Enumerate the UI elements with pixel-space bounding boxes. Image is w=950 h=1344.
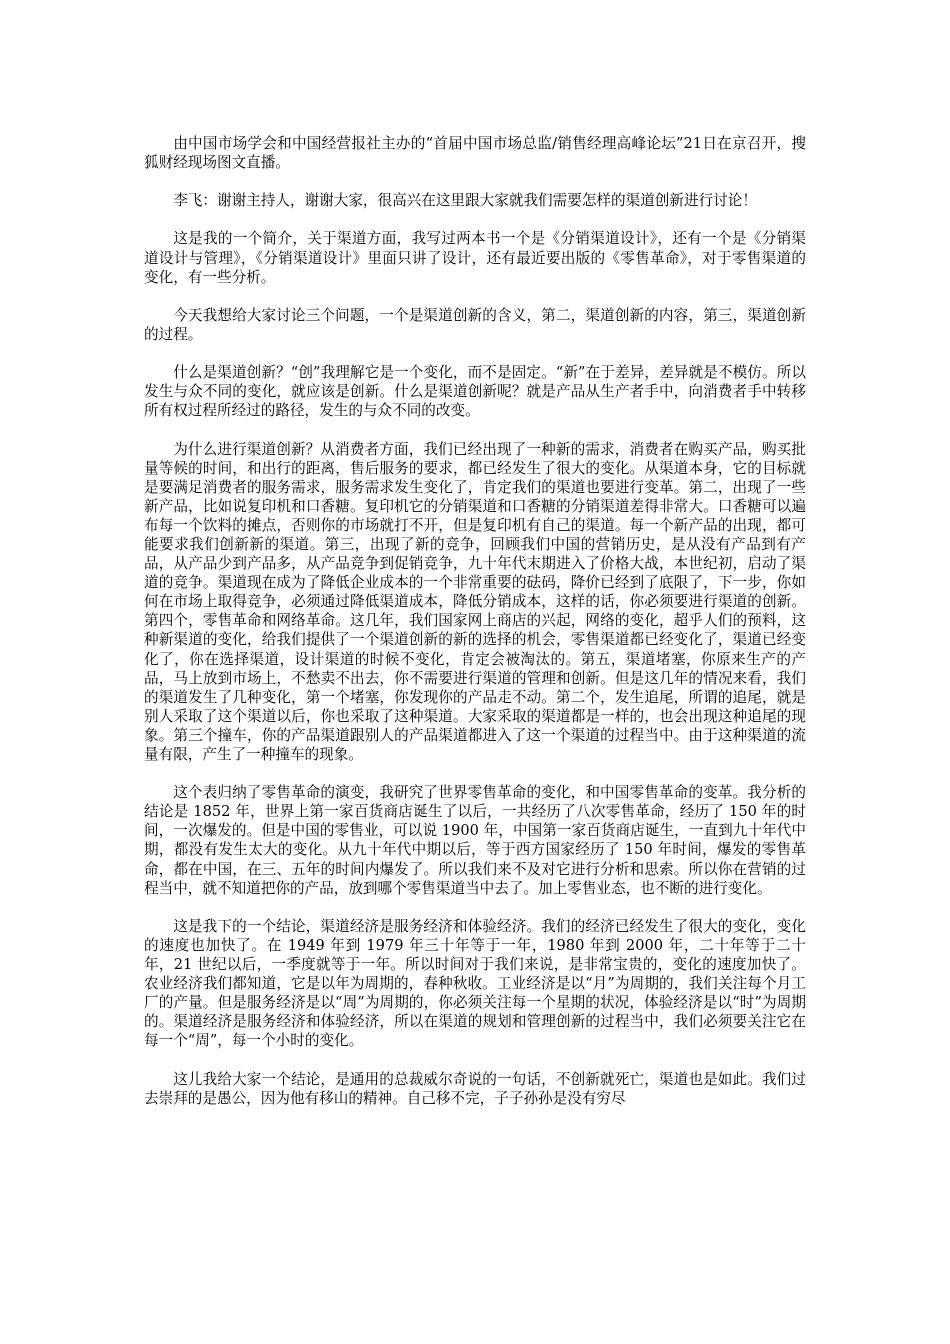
paragraph-conclusion-economy: 这是我下的一个结论，渠道经济是服务经济和体验经济。我们的经济已经发生了很大的变化，变化的速度也加快了。在 1949 年到 1979 年三十年等于一年，1980 年到 2000 年，二十年等于二十年，21 世纪以后，一季度就等于一年。所以时间对于我们来说，是非常宝贵的，变化的速度加快了。农业经济我们都知道，它是以年为周期的，春种秋收。工业经济是以“月”为周期的，我们关注每个月工厂的产量。但是服务经济是以“周”为周期的，你必须关注每一个星期的状况，体验经济是以“时”为周期的。渠道经济是服务经济和体验经济，所以在渠道的规划和管理创新的过程当中，我们必须要关注它在每一个“周”，每一个小时的变化。 xyxy=(144,917,806,1050)
paragraph-retail-revolution: 这个表归纳了零售革命的演变，我研究了世界零售革命的变化，和中国零售革命的变革。我分析的结论是 1852 年，世界上第一家百货商店诞生了以后，一共经历了八次零售革命，经历了 150 年的时间，一次爆发的。但是中国的零售业，可以说 1900 年，中国第一家百货商店诞生，一直到九十年代中期，都没有发生太大的变化。从九十年代中期以后，等于西方国家经历了 150 年时间，爆发的零售革命，都在中国，在三、五年的时间内爆发了。所以我们来不及对它进行分析和思索。所以你在营销的过程当中，就不知道把你的产品，放到哪个零售渠道当中去了。加上零售业态，也不断的进行变化。 xyxy=(144,784,806,897)
paragraph-definition: 什么是渠道创新？“创”我理解它是一个变化，而不是固定。“新”在于差异，差异就是不模仿。所以发生与众不同的变化，就应该是创新。什么是渠道创新呢？就是产品从生产者手中，向消费者手中转移所有权过程所经过的路径，发生的与众不同的改变。 xyxy=(144,364,806,420)
paragraph-three-questions: 今天我想给大家讨论三个问题，一个是渠道创新的含义，第二，渠道创新的内容，第三，渠道创新的过程。 xyxy=(144,306,806,343)
paragraph-books: 这是我的一个简介，关于渠道方面，我写过两本书一个是《分销渠道设计》，还有一个是《分销渠道设计与管理》，《分销渠道设计》里面只讲了设计，还有最近要出版的《零售革命》，对于零售渠道的变化，有一些分析。 xyxy=(144,230,806,286)
paragraph-intro: 由中国市场学会和中国经营报社主办的“首届中国市场总监/销售经理高峰论坛”21日在京召开，搜狐财经现场图文直播。 xyxy=(144,135,806,172)
paragraph-speaker-opening: 李飞：谢谢主持人，谢谢大家，很高兴在这里跟大家就我们需要怎样的渠道创新进行讨论！ xyxy=(173,192,757,210)
paragraph-final-conclusion: 这儿我给大家一个结论，是通用的总裁威尔奇说的一句话，不创新就死亡，渠道也是如此。我们过去崇拜的是愚公，因为他有移山的精神。自己移不完，子子孙孙是没有穷尽 xyxy=(144,1070,806,1107)
document-page xyxy=(144,134,806,1108)
paragraph-why-innovate: 为什么进行渠道创新？从消费者方面，我们已经出现了一种新的需求，消费者在购买产品，购买批量等候的时间，和出行的距离，售后服务的要求，都已经发生了很大的变化。从渠道本身，它的目标就是要满足消费者的服务需求，服务需求发生变化了，肯定我们的渠道也要进行变革。第二，出现了一些新产品，比如说复印机和口香糖。复印机它的分销渠道和口香糖的分销渠道差得非常大。口香糖可以遍布每一个饮料的摊点，否则你的市场就打不开，但是复印机有自己的渠道。每一个新产品的出现，都可能要求我们创新新的渠道。第三，出现了新的竞争，回顾我们中国的营销历史，是从没有产品到有产品，从产品少到产品多，从产品竞争到促销竞争，九十年代末期进入了价格大战，本世纪初，启动了渠道的竞争。渠道现在成为了降低企业成本的一个非常重要的砝码，降价已经到了底限了，下一步，你如何在市场上取得竞争，必须通过降低渠道成本，降低分销成本，这样的话，你必须要进行渠道的创新。第四个，零售革命和网络革命。这几年，我们国家网上商店的兴起，网络的变化，超乎人们的预料，这种新渠道的变化，给我们提供了一个渠道创新的新的选择的机会，零售渠道都已经变化了，渠道已经变化了，你在选择渠道，设计渠道的时候不变化，肯定会被淘汰的。第五，渠道堵塞，你原来生产的产品，马上放到市场上，不愁卖不出去，你不需要进行渠道的管理和创新。但是这几年的情况来看，我们的渠道发生了几种变化，第一个堵塞，你发现你的产品走不动。第二个，发生追尾，所谓的追尾，就是别人采取了这个渠道以后，你也采取了这种渠道。大家采取的渠道都是一样的，也会出现这种追尾的现象。第三个撞车，你的产品渠道跟别人的产品渠道都进入了这一个渠道的过程当中。由于这种渠道的流量有限，产生了一种撞车的现象。 xyxy=(144,440,806,763)
